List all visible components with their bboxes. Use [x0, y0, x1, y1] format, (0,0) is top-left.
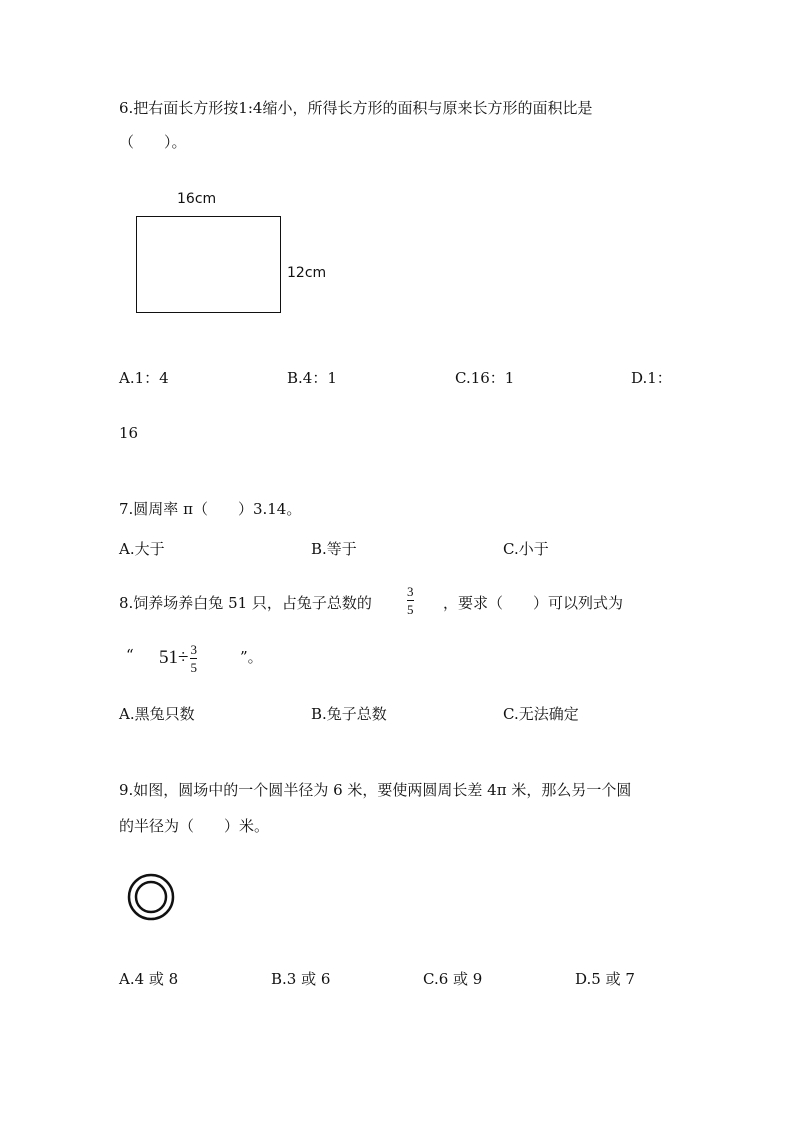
q8-fraction-numerator: 3 — [407, 584, 414, 599]
concentric-circles-figure — [126, 873, 176, 923]
fraction-bar — [190, 658, 197, 659]
q7-option-b[interactable]: B.等于 — [311, 540, 357, 558]
rectangle-width-label: 16cm — [177, 191, 217, 207]
q6-stem-line2: （ ）。 — [119, 133, 187, 151]
q8-stem-after: ，要求（ ）可以列式为 — [443, 594, 624, 612]
q9-option-b[interactable]: B.3 或 6 — [271, 970, 331, 988]
q8-option-b[interactable]: B.兔子总数 — [311, 705, 387, 723]
q9-option-d[interactable]: D.5 或 7 — [575, 970, 635, 988]
q9-stem-line1: 9.如图，圆场中的一个圆半径为 6 米，要使两圆周长差 4π 米，那么另一个圆 — [119, 781, 632, 799]
q8-option-c[interactable]: C.无法确定 — [503, 705, 579, 723]
q6-option-a[interactable]: A.1：4 — [119, 369, 169, 387]
q7-option-c[interactable]: C.小于 — [503, 540, 549, 558]
q7-stem: 7.圆周率 π（ ）3.14。 — [119, 500, 302, 518]
rectangle-figure — [136, 216, 281, 313]
q8-expression-close: ”。 — [240, 648, 263, 666]
q9-stem-line2: 的半径为（ ）米。 — [119, 817, 270, 835]
rectangle-height-label: 12cm — [287, 265, 327, 281]
q9-option-c[interactable]: C.6 或 9 — [423, 970, 483, 988]
q8-expression-left: 51÷ — [159, 646, 189, 668]
q8-fraction-denominator: 5 — [407, 602, 414, 617]
q8-inline-fraction — [407, 585, 414, 616]
inner-circle — [136, 882, 166, 912]
q8-stem-before: 8.饲养场养白兔 51 只，占兔子总数的 — [119, 594, 372, 612]
q7-option-a[interactable]: A.大于 — [119, 540, 165, 558]
q8-expression-open-quote: “ — [126, 646, 134, 664]
fraction-bar — [407, 600, 414, 601]
q6-option-c[interactable]: C.16：1 — [455, 369, 515, 387]
q9-option-a[interactable]: A.4 或 8 — [119, 970, 179, 988]
q8-expression-numerator: 3 — [190, 642, 197, 657]
q6-option-d-continued: 16 — [119, 424, 139, 442]
q8-expression-denominator: 5 — [190, 660, 197, 675]
q8-expression — [159, 643, 197, 674]
q6-option-b[interactable]: B.4：1 — [287, 369, 337, 387]
q8-option-a[interactable]: A.黑兔只数 — [119, 705, 195, 723]
q6-option-d[interactable]: D.1： — [631, 369, 672, 387]
q6-stem-line1: 6.把右面长方形按1:4缩小，所得长方形的面积与原来长方形的面积比是 — [119, 99, 593, 117]
